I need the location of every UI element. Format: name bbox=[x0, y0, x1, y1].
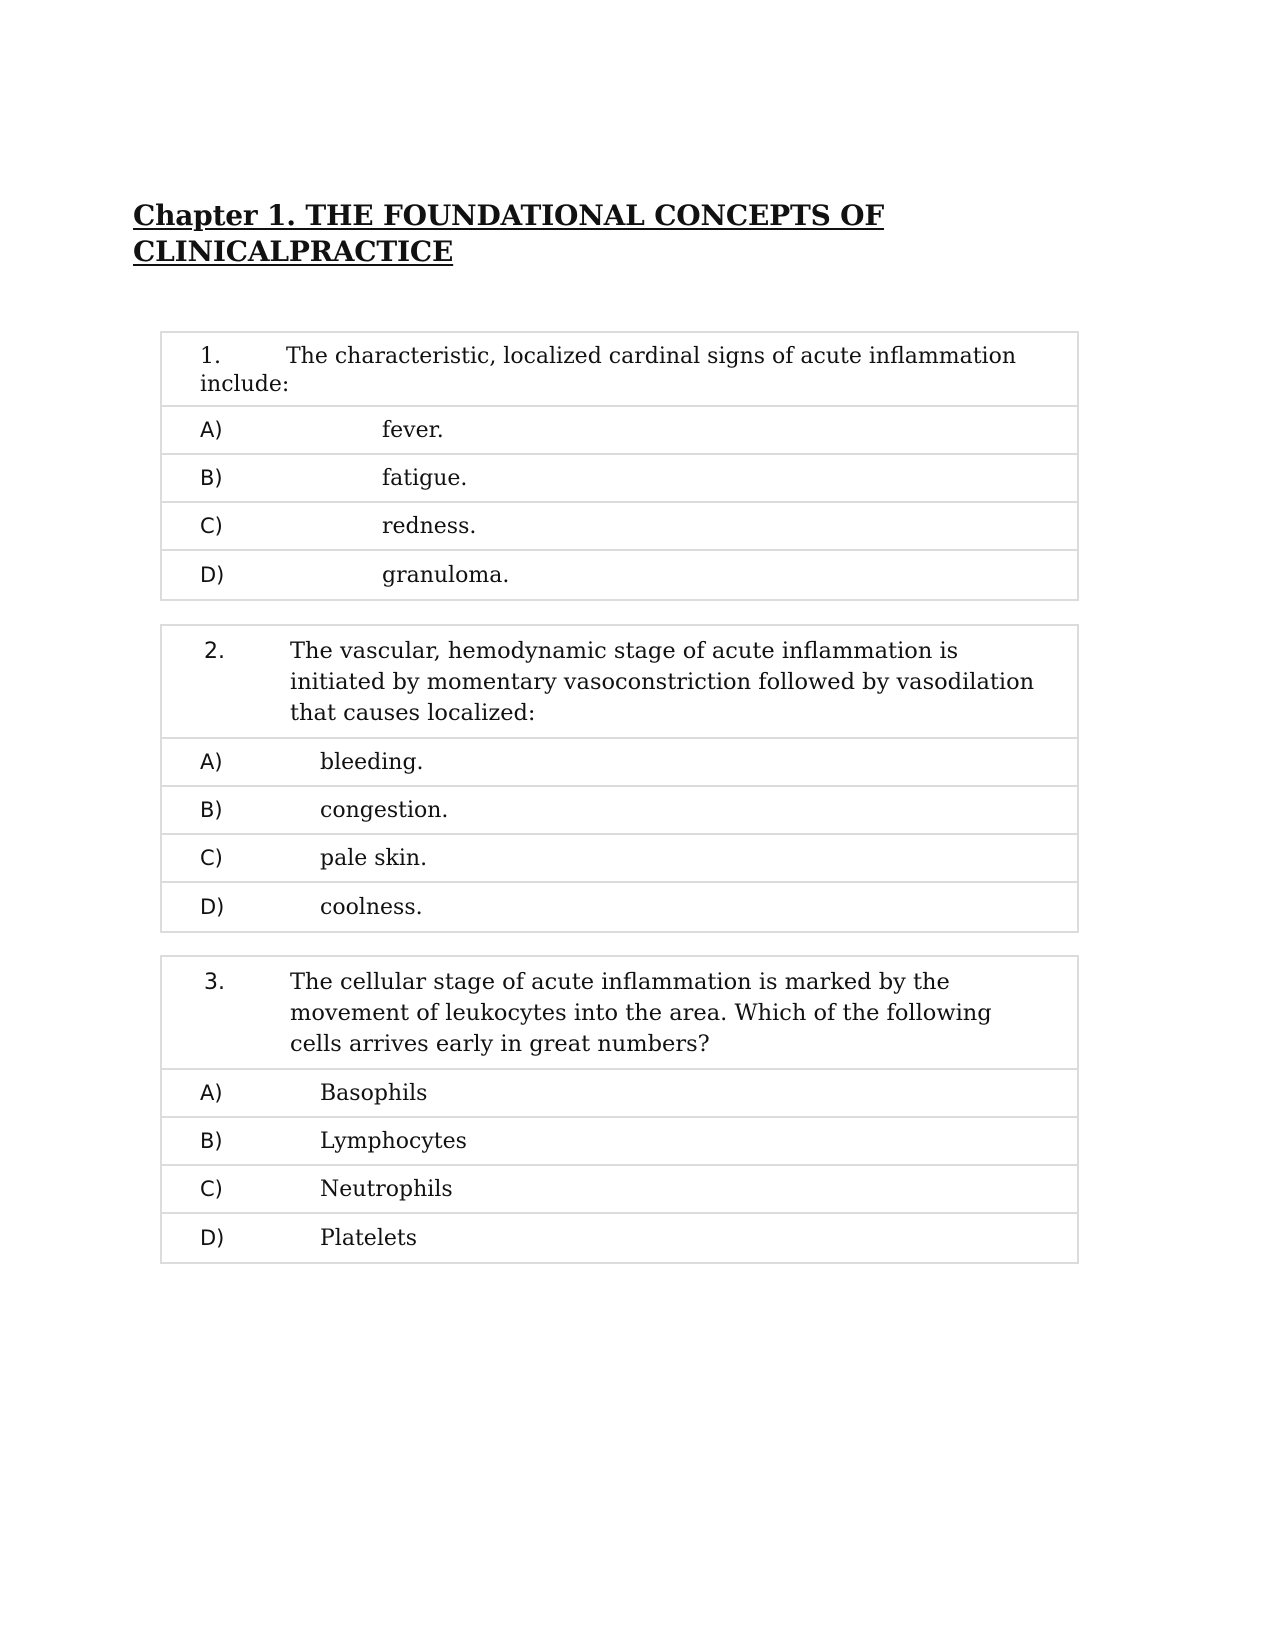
question-3-table bbox=[160, 955, 1079, 1264]
option-row-d[interactable] bbox=[162, 1214, 1077, 1262]
question-1-stem bbox=[200, 343, 1047, 399]
option-text: Basophils bbox=[320, 1080, 428, 1106]
option-text: bleeding. bbox=[320, 749, 424, 775]
option-letter: B) bbox=[200, 1129, 223, 1153]
option-text: Platelets bbox=[320, 1225, 418, 1251]
question-1-table bbox=[160, 331, 1079, 601]
option-row-d[interactable] bbox=[162, 883, 1077, 931]
option-letter: B) bbox=[200, 466, 223, 490]
question-number: 1. bbox=[200, 344, 221, 369]
option-letter: A) bbox=[200, 418, 223, 442]
option-text: fatigue. bbox=[382, 465, 468, 491]
option-letter: C) bbox=[200, 514, 223, 538]
option-text: Lymphocytes bbox=[320, 1128, 467, 1154]
option-row-c[interactable] bbox=[162, 835, 1077, 883]
option-row-a[interactable] bbox=[162, 739, 1077, 787]
option-row-b[interactable] bbox=[162, 787, 1077, 835]
question-number: 3. bbox=[204, 970, 225, 995]
option-row-b[interactable] bbox=[162, 455, 1077, 503]
question-2-stem-row bbox=[162, 626, 1077, 739]
option-text: fever. bbox=[382, 417, 444, 443]
question-3-stem-row bbox=[162, 957, 1077, 1070]
question-2-stem: The vascular, hemodynamic stage of acute inflammation is initiated by momentary vasoconstriction followed by vasodilation that causes localized: bbox=[290, 638, 1035, 726]
option-text: granuloma. bbox=[382, 562, 510, 588]
option-row-d[interactable] bbox=[162, 551, 1077, 599]
option-text: coolness. bbox=[320, 894, 423, 920]
option-text: redness. bbox=[382, 513, 477, 539]
option-letter: C) bbox=[200, 1177, 223, 1201]
chapter-title-line-1: Chapter 1. THE FOUNDATIONAL CONCEPTS OF bbox=[133, 199, 885, 232]
chapter-title bbox=[133, 198, 893, 270]
option-letter: D) bbox=[200, 563, 225, 587]
question-1-text-part-2: include: bbox=[200, 372, 290, 397]
question-2-table bbox=[160, 624, 1079, 933]
question-1-stem-row bbox=[162, 333, 1077, 407]
option-row-a[interactable] bbox=[162, 407, 1077, 455]
question-1-text-part-1: The characteristic, localized cardinal signs of acute inflammation bbox=[286, 344, 1016, 369]
option-row-a[interactable] bbox=[162, 1070, 1077, 1118]
option-row-b[interactable] bbox=[162, 1118, 1077, 1166]
option-text: congestion. bbox=[320, 797, 449, 823]
chapter-title-line-2: CLINICALPRACTICE bbox=[133, 235, 454, 268]
option-row-c[interactable] bbox=[162, 503, 1077, 551]
option-letter: D) bbox=[200, 1226, 225, 1250]
option-text: pale skin. bbox=[320, 845, 428, 871]
option-letter: A) bbox=[200, 1081, 223, 1105]
question-3-stem: The cellular stage of acute inflammation is marked by the movement of leukocytes into the area. Which of the following cells arrives early in great numbers? bbox=[290, 969, 992, 1057]
option-row-c[interactable] bbox=[162, 1166, 1077, 1214]
option-letter: C) bbox=[200, 846, 223, 870]
option-letter: A) bbox=[200, 750, 223, 774]
option-letter: B) bbox=[200, 798, 223, 822]
question-number: 2. bbox=[204, 639, 225, 664]
option-text: Neutrophils bbox=[320, 1176, 453, 1202]
option-letter: D) bbox=[200, 895, 225, 919]
